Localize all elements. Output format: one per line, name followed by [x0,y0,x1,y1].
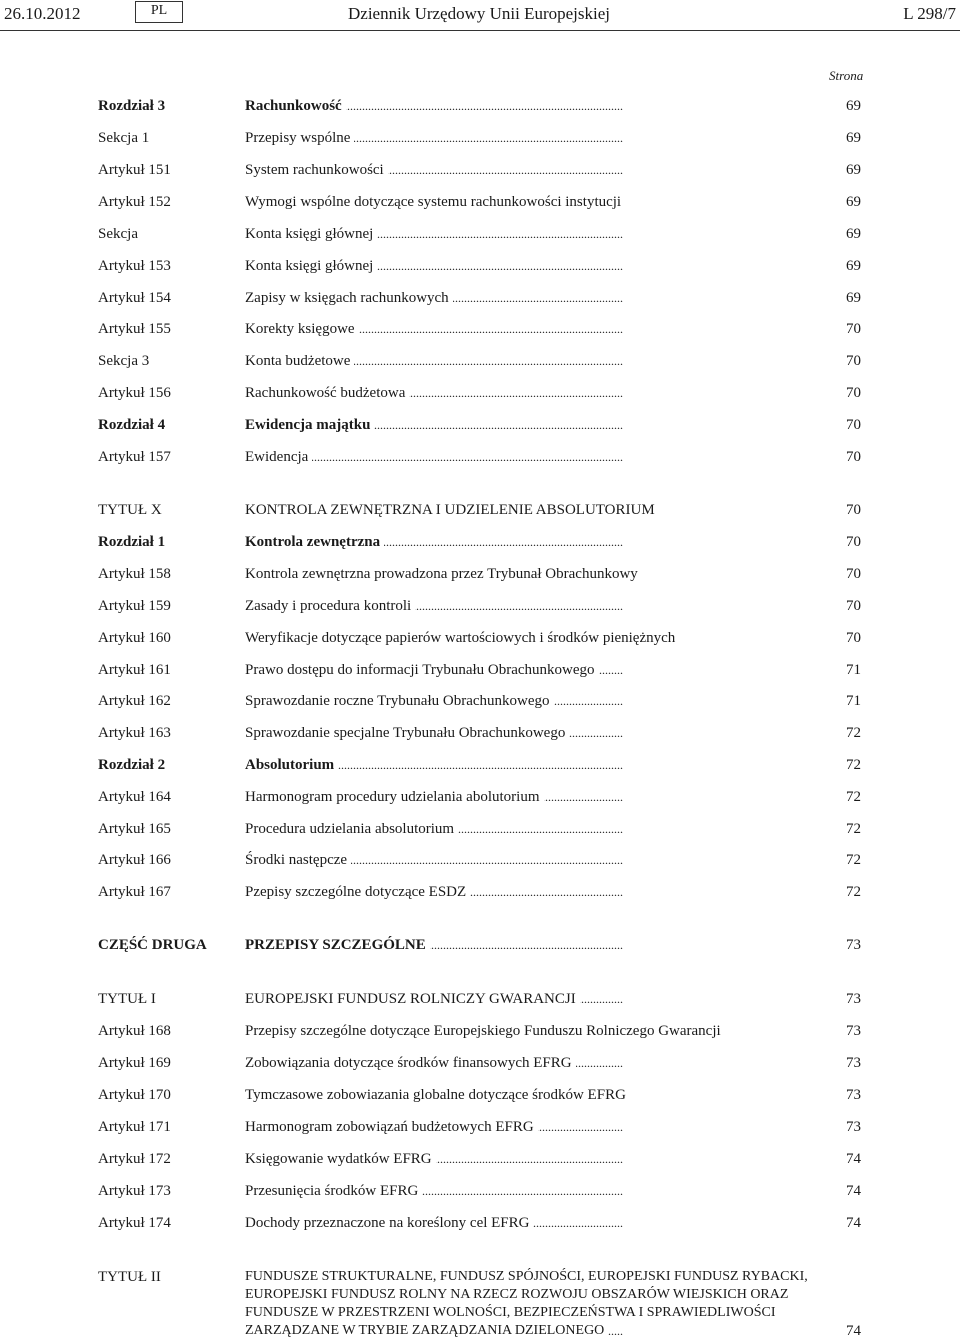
toc-entry-page: 73 [846,1055,861,1071]
toc-entry [0,499,960,521]
toc-entry-label: Artykuł 170 [98,1087,171,1103]
toc-entry-title: Pzepisy szczególne dotyczące ESDZ [245,884,470,900]
toc-entry-title-with-leader [245,1020,815,1042]
page-column-heading: Strona [829,68,864,83]
toc-entry-page: 73 [846,1119,861,1135]
toc-entry-title: Przepisy szczególne dotyczące Europejskiego Funduszu Rolniczego Gwarancji [245,1023,725,1039]
toc-entry-title: Tymczasowe zobowiazania globalne dotyczące środków EFRG [245,1087,630,1103]
toc-entry-label: Sekcja [98,226,138,242]
toc-entry-title: Konta księgi głównej [245,258,377,274]
toc-entry-title-with-leader [245,499,815,521]
toc-entry-title: Zapisy w księgach rachunkowych [245,290,453,306]
toc-entry-title: EUROPEJSKI FUNDUSZ ROLNICZY GWARANCJI [245,991,580,1007]
toc-entry-title: Rachunkowość [245,98,346,114]
toc-entry-title-with-leader [245,786,815,808]
toc-entry-page: 69 [846,162,861,178]
toc-entry [0,318,960,340]
toc-entry-page: 70 [846,534,861,550]
toc-entry [0,1116,960,1138]
toc-entry-title: Sprawozdanie roczne Trybunału Obrachunkowego [245,693,554,709]
toc-entry-title-with-leader [245,1212,815,1234]
toc-entry-label: TYTUŁ X [98,502,162,518]
toc-entry [0,786,960,808]
toc-entry [0,1212,960,1234]
page-header [0,0,960,31]
toc-entry-label: CZĘŚĆ DRUGA [98,937,207,953]
toc-entry-label: Sekcja 1 [98,130,150,146]
toc-entry-title [245,1268,823,1340]
toc-entry-title: KONTROLA ZEWNĘTRZNA I UDZIELENIE ABSOLUTORIUM [245,502,659,518]
toc-entry-title: Zobowiązania dotyczące środków finansowych EFRG [245,1055,576,1071]
toc-entry-title-with-leader [245,382,815,404]
toc-entry [0,1180,960,1202]
title-line-with-leader: ZARZĄDZANE W TRYBIE ZARZĄDZANIA DZIELONEGO . . . [245,1322,815,1340]
toc-entry [0,1148,960,1170]
toc-entry-title: Kontrola zewnętrzna [245,534,384,550]
toc-entry-title-with-leader [245,1148,815,1170]
toc-entry-title-with-leader [245,318,815,340]
toc-entry-title: Ewidencja [245,449,312,465]
toc-entry [0,350,960,372]
title-line: EUROPEJSKI FUNDUSZ ROLNY NA RZECZ ROZWOJU OBSZARÓW WIEJSKICH ORAZ [245,1287,789,1302]
toc-entry-title-with-leader [245,223,815,245]
toc-entry-title-with-leader [245,1084,815,1106]
toc-entry-label: Artykuł 164 [98,789,171,805]
toc-entry-title-with-leader [245,818,815,840]
toc-entry-title: Harmonogram procedury udzielania abolutorium [245,789,544,805]
toc-entry-title-with-leader [245,595,815,617]
toc-entry-title: Konta księgi głównej [245,226,377,242]
toc-entry-page: 72 [846,757,861,773]
toc-entry-label: Artykuł 163 [98,725,171,741]
toc-entry-title: Korekty księgowe [245,321,359,337]
toc-entry-page: 70 [846,321,861,337]
toc-entry-page: 74 [846,1183,861,1199]
toc-entry-title: Procedura udzielania absolutorium [245,821,458,837]
toc-entry-page: 69 [846,194,861,210]
toc-entry [0,934,960,956]
toc-entry [0,414,960,436]
toc-entry-label: Artykuł 167 [98,884,171,900]
toc-entry-title-with-leader [245,1052,815,1074]
toc-entry-page: 69 [846,258,861,274]
toc-entry [0,595,960,617]
toc-entry-label: TYTUŁ II [98,1269,161,1285]
toc-entry [0,531,960,553]
toc-entry-label: Rozdział 2 [98,757,166,773]
toc-entry-title-with-leader [245,934,815,956]
toc-entry-label: Artykuł 168 [98,1023,171,1039]
toc-entry-label: Artykuł 162 [98,693,171,709]
toc-entry [0,881,960,903]
toc-entry-title-with-leader [245,95,815,117]
toc-entry-title-with-leader [245,988,815,1010]
toc-entry-title: Weryfikacje dotyczące papierów wartościowych i środków pieniężnych [245,630,679,646]
toc-entry-page: 70 [846,598,861,614]
toc-entry [0,563,960,585]
toc-entry-page: 69 [846,98,861,114]
toc-entry-title: Sprawozdanie specjalne Trybunału Obrachunkowego [245,725,569,741]
toc-entry-page: 74 [846,1323,861,1339]
toc-entry-label: Artykuł 169 [98,1055,171,1071]
toc-entry-title-with-leader [245,414,815,436]
toc-entry-title-with-leader [245,191,815,213]
toc-entry-page: 72 [846,789,861,805]
toc-entry [0,287,960,309]
toc-entry-page: 72 [846,852,861,868]
toc-entry-label: Artykuł 172 [98,1151,171,1167]
toc-entry-label: Artykuł 171 [98,1119,171,1135]
toc-entry-title-with-leader [245,627,815,649]
toc-entry-page: 71 [846,693,861,709]
toc-entry [0,382,960,404]
toc-entry-title-with-leader [245,1116,815,1138]
toc-entry-label: Artykuł 158 [98,566,171,582]
toc-entry [0,690,960,712]
toc-entry [0,988,960,1010]
toc-entry-label: Artykuł 173 [98,1183,171,1199]
toc-entry-title: Środki następcze [245,852,351,868]
toc-entry [0,191,960,213]
toc-entry [0,849,960,871]
title-line: FUNDUSZE STRUKTURALNE, FUNDUSZ SPÓJNOŚCI, EUROPEJSKI FUNDUSZ RYBACKI, [245,1269,808,1284]
toc-entry-title-with-leader [245,754,815,776]
toc-entry-page: 70 [846,449,861,465]
toc-entry [0,754,960,776]
toc-entry-label: TYTUŁ I [98,991,156,1007]
toc-entry-page: 73 [846,1023,861,1039]
toc-entry-title-with-leader [245,659,815,681]
toc-entry-title-with-leader [245,563,815,585]
toc-entry-title: Prawo dostępu do informacji Trybunału Obrachunkowego [245,662,599,678]
toc-entry-label: Artykuł 152 [98,194,171,210]
toc-entry [0,255,960,277]
toc-entry-label: Artykuł 174 [98,1215,171,1231]
toc-entry [0,159,960,181]
toc-entry-title: Przesunięcia środków EFRG [245,1183,422,1199]
toc-entry [0,627,960,649]
toc-entry-label: Artykuł 153 [98,258,171,274]
toc-entry-title: Ewidencja majątku [245,417,374,433]
toc-entry [0,127,960,149]
toc-entry-page: 69 [846,290,861,306]
toc-entry-page: 70 [846,566,861,582]
toc-entry-label: Artykuł 156 [98,385,171,401]
toc-entry-page: 73 [846,1087,861,1103]
toc-entry-title-with-leader [245,881,815,903]
toc-entry-title: Kontrola zewnętrzna prowadzona przez Trybunał Obrachunkowy [245,566,642,582]
toc-entry-page: 72 [846,821,861,837]
toc-entry-page: 74 [846,1215,861,1231]
toc-entry-page: 73 [846,937,861,953]
publication-date: 26.10.2012 [4,4,81,23]
toc-entry [0,659,960,681]
toc-entry-title-with-leader [245,531,815,553]
toc-entry-title-with-leader [245,287,815,309]
toc-entry-title-with-leader [245,849,815,871]
toc-entry-title: Harmonogram zobowiązań budżetowych EFRG [245,1119,538,1135]
toc-entry-page: 74 [846,1151,861,1167]
toc-entry-title-with-leader [245,159,815,181]
journal-title: Dziennik Urzędowy Unii Europejskiej [348,4,611,23]
toc-entry-title-with-leader [245,350,815,372]
toc-entry [0,1052,960,1074]
toc-entry-label: Artykuł 165 [98,821,171,837]
toc-entry-label: Sekcja 3 [98,353,150,369]
toc-entry-title: Zasady i procedura kontroli [245,598,415,614]
toc-entry-label: Artykuł 155 [98,321,171,337]
toc-entry-title-with-leader [245,722,815,744]
toc-entry [0,818,960,840]
toc-entry-title: Dochody przeznaczone na koreślony cel EFRG [245,1215,533,1231]
toc-entry-title: System rachunkowości [245,162,388,178]
toc-entry-label: Artykuł 151 [98,162,171,178]
toc-entry-page: 70 [846,502,861,518]
toc-entry-title-with-leader [245,446,815,468]
toc-entry-title: Rachunkowość budżetowa [245,385,409,401]
toc-entry-title: Absolutorium [245,757,338,773]
toc-entry-page: 70 [846,417,861,433]
toc-entry-title: Wymogi wspólne dotyczące systemu rachunkowości instytucji [245,194,625,210]
toc-entry-page: 72 [846,725,861,741]
toc-entry-page: 71 [846,662,861,678]
toc-entry-label: Artykuł 157 [98,449,171,465]
toc-entry-label: Artykuł 160 [98,630,171,646]
toc-entry-title: Przepisy wspólne [245,130,354,146]
toc-entry [0,95,960,117]
toc-entry [0,446,960,468]
toc-entry [0,722,960,744]
toc-entry-page: 69 [846,130,861,146]
toc-entry-title-with-leader [245,255,815,277]
language-code-box: PL [135,1,183,23]
toc-entry-page: 70 [846,630,861,646]
toc-entry-label: Artykuł 161 [98,662,171,678]
toc-entry [0,223,960,245]
toc-entry-label: Artykuł 166 [98,852,171,868]
toc-entry-label: Rozdział 1 [98,534,166,550]
toc-entry-label: Artykuł 159 [98,598,171,614]
toc-entry-title: PRZEPISY SZCZEGÓLNE [245,937,430,953]
toc-entry-page: 70 [846,353,861,369]
toc-entry-page: 69 [846,226,861,242]
toc-entry-label: Rozdział 4 [98,417,166,433]
toc-entry-title: Księgowanie wydatków EFRG [245,1151,436,1167]
toc-entry-title-with-leader [245,1180,815,1202]
issue-reference: L 298/7 [903,4,956,23]
toc-entry-title: Konta budżetowe [245,353,354,369]
toc-entry-page: 70 [846,385,861,401]
toc-entry-page: 73 [846,991,861,1007]
title-line: FUNDUSZE W PRZESTRZENI WOLNOŚCI, BEZPIECZEŃSTWA I SPRAWIEDLIWOŚCI [245,1305,776,1320]
toc-entry-page: 72 [846,884,861,900]
toc-entry-label: Rozdział 3 [98,98,166,114]
toc-entry-title-with-leader [245,127,815,149]
toc-entry [0,1084,960,1106]
toc-entry-label: Artykuł 154 [98,290,171,306]
toc-entry [0,1020,960,1042]
toc-entry-title-with-leader [245,690,815,712]
